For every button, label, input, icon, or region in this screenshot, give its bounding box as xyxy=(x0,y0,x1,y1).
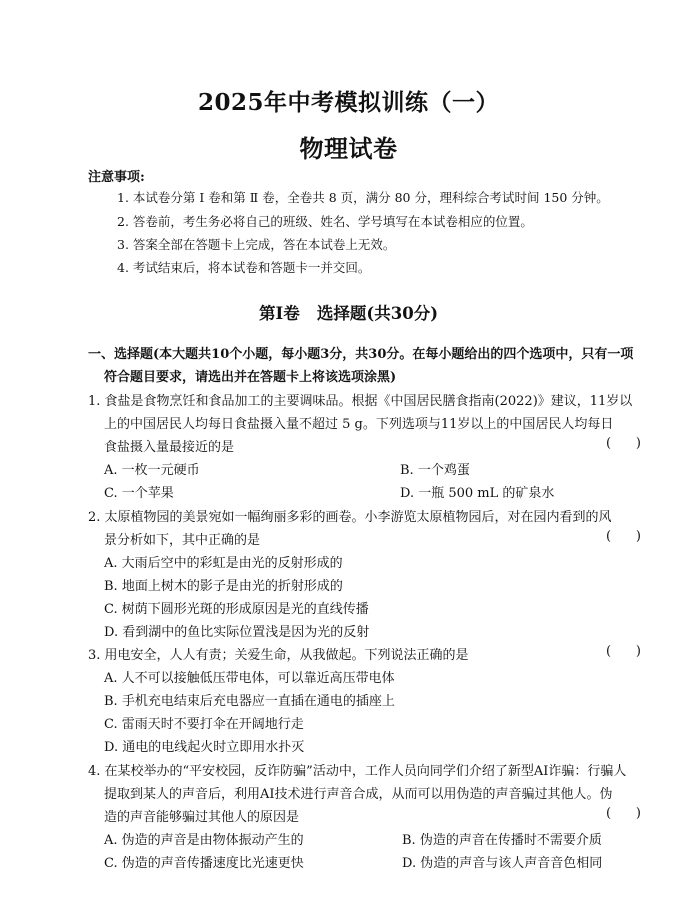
note-item: 3. 答案全部在答题卡上完成，答在本试卷上无效。 xyxy=(117,237,396,252)
question-1-option-c: C. 一个苹果 xyxy=(104,486,174,501)
part-heading-line2: 符合题目要求，请选出并在答题卡上将该选项涂黑) xyxy=(104,370,397,385)
note-item: 2. 答卷前，考生务必将自己的班级、姓名、学号填写在本试卷相应的位置。 xyxy=(117,214,533,229)
question-2-line-2: 景分析如下，其中正确的是 xyxy=(104,533,261,548)
question-4-option-c: C. 伪造的声音传播速度比光速更快 xyxy=(104,856,304,871)
question-1-option-b: B. 一个鸡蛋 xyxy=(400,463,470,478)
question-4-option-d: D. 伪造的声音与该人声音音色相同 xyxy=(402,856,603,871)
question-1-line-2: 上的中国居民人均每日食盐摄入量不超过 5 g。下列选项与11岁以上的中国居民人均每日 xyxy=(104,417,614,432)
question-2-option-c: C. 树荫下圆形光斑的形成原因是光的直线传播 xyxy=(104,602,369,617)
question-2-line-1: 2. 太原植物园的美景宛如一幅绚丽多彩的画卷。小李游览太原植物园后，对在园内看到的风 xyxy=(88,510,612,525)
notes-heading: 注意事项: xyxy=(88,170,145,185)
question-4-line-1: 4. 在某校举办的“平安校园，反诈防骗”活动中，工作人员向同学们介绍了新型AI诈骗：行骗人 xyxy=(88,764,627,779)
section-title: 第Ⅰ卷 选择题(共30分) xyxy=(258,304,439,323)
answer-paren: ( ) xyxy=(606,806,641,821)
exam-subject-title: 物理试卷 xyxy=(299,134,398,163)
question-1-option-d: D. 一瓶 500 mL 的矿泉水 xyxy=(400,486,555,501)
answer-paren: ( ) xyxy=(606,529,641,544)
note-item: 4. 考试结束后，将本试卷和答题卡一并交回。 xyxy=(117,260,371,275)
note-item: 1. 本试卷分第 Ⅰ 卷和第 Ⅱ 卷，全卷共 8 页，满分 80 分，理科综合考试时间 150 分钟。 xyxy=(117,190,609,205)
question-1-line-1: 1. 食盐是食物烹饪和食品加工的主要调味品。根据《中国居民膳食指南(2022)》建议，11岁以 xyxy=(88,394,633,409)
question-4-option-b: B. 伪造的声音在传播时不需要介质 xyxy=(402,833,602,848)
part-heading-line1: 一、选择题(本大题共10个小题，每小题3分，共30分。在每小题给出的四个选项中，只有一项 xyxy=(88,347,634,362)
question-3-option-a: A. 人不可以接触低压带电体，可以靠近高压带电体 xyxy=(104,671,395,686)
question-4-line-3: 造的声音能够骗过其他人的原因是 xyxy=(104,810,300,825)
question-3-line-1: 3. 用电安全，人人有责；关爱生命，从我做起。下列说法正确的是 xyxy=(88,648,469,663)
question-2-option-b: B. 地面上树木的影子是由光的折射形成的 xyxy=(104,579,343,594)
question-3-option-b: B. 手机充电结束后充电器应一直插在通电的插座上 xyxy=(104,694,395,709)
question-4-option-a: A. 伪造的声音是由物体振动产生的 xyxy=(104,833,304,848)
question-4-line-2: 提取到某人的声音后，利用AI技术进行声音合成，从而可以用伪造的声音骗过其他人。伪 xyxy=(104,787,613,802)
question-1-option-a: A. 一枚一元硬币 xyxy=(104,463,200,478)
answer-paren: ( ) xyxy=(606,436,641,451)
question-2-option-d: D. 看到湖中的鱼比实际位置浅是因为光的反射 xyxy=(104,625,370,640)
question-2-option-a: A. 大雨后空中的彩虹是由光的反射形成的 xyxy=(104,556,343,571)
question-3-option-c: C. 雷雨天时不要打伞在开阔地行走 xyxy=(104,717,304,732)
exam-title: 2025年中考模拟训练（一） xyxy=(197,89,499,116)
question-3-option-d: D. 通电的电线起火时立即用水扑灭 xyxy=(104,740,305,755)
answer-paren: ( ) xyxy=(606,644,641,659)
question-1-line-3: 食盐摄入量最接近的是 xyxy=(104,440,235,455)
